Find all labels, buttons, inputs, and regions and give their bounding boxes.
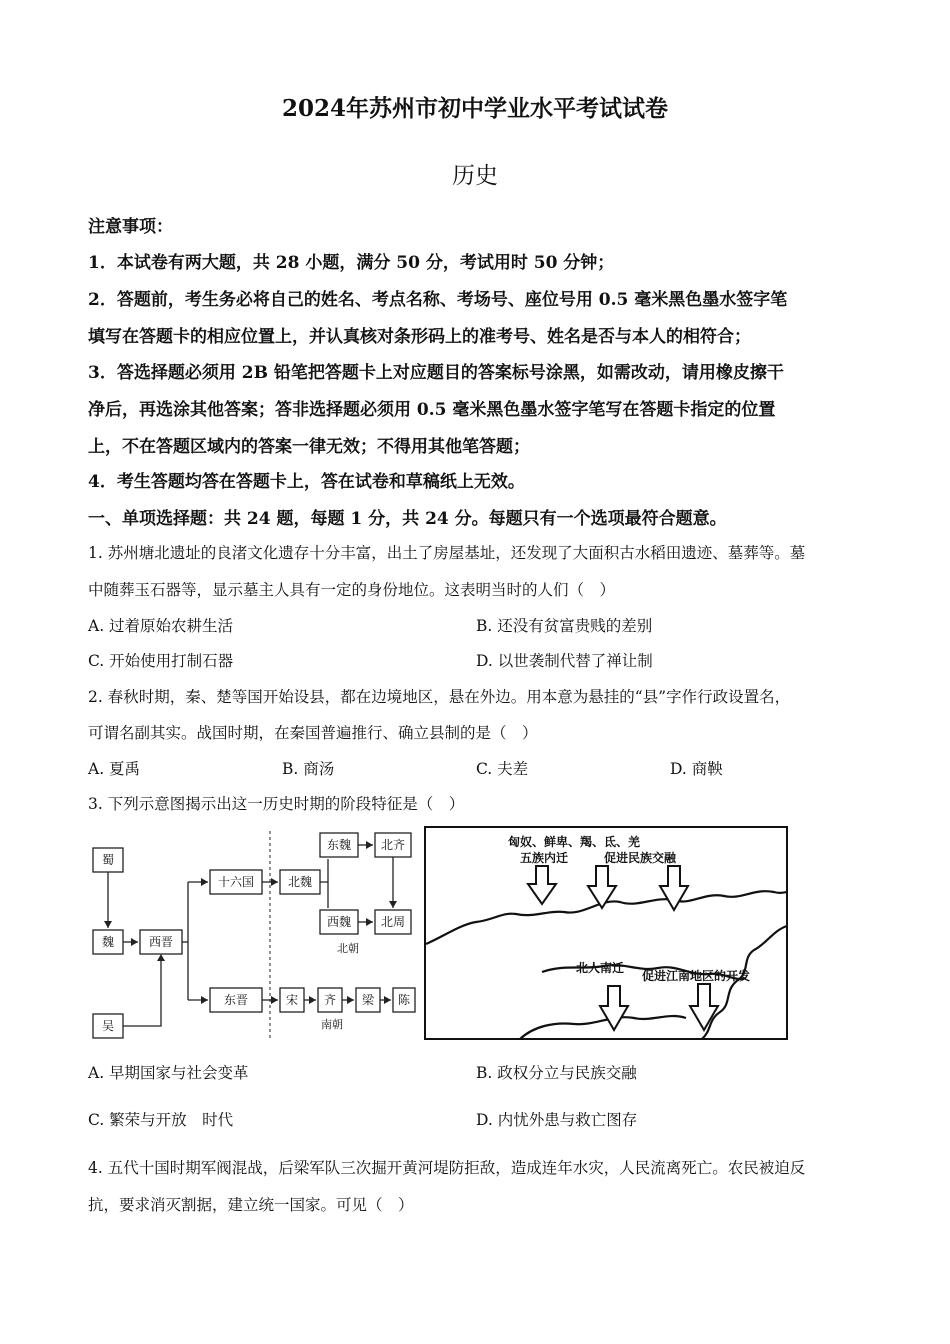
label-dongwei: 东魏 xyxy=(326,838,352,852)
q3-dynasty-flow-diagram xyxy=(88,826,418,1042)
notice-item-2b: 填写在答题卡的相应位置上，并认真核对条形码上的准考号、姓名是否与本人的相符合； xyxy=(88,327,751,347)
notice-item-3c: 上，不在答题区域内的答案一律无效；不得用其他笔答题； xyxy=(88,437,530,457)
label-wei: 魏 xyxy=(101,935,115,949)
q1-line-1: 1. 苏州塘北遗址的良渚文化遗存十分丰富，出土了房屋基址，还发现了大面积古水稻田遗迹、墓葬等。墓 xyxy=(88,544,806,562)
exam-title: 2024年苏州市初中学业水平考试试卷 xyxy=(281,95,668,122)
map-label-migration: 五族内迁 xyxy=(519,851,569,865)
q2-option-a: A. 夏禹 xyxy=(88,760,141,778)
q3-migration-map xyxy=(424,826,788,1040)
q2-line-2: 可谓名副其实。战国时期，在秦国普遍推行、确立县制的是（ ） xyxy=(88,724,538,742)
q3-line-1: 3. 下列示意图揭示出这一历史时期的阶段特征是（ ） xyxy=(88,795,465,813)
q1-option-a: A. 过着原始农耕生活 xyxy=(88,617,234,635)
label-shiliuguo: 十六国 xyxy=(217,875,255,889)
q2-line-1: 2. 春秋时期，秦、楚等国开始设县，都在边境地区，悬在外边。用本意为悬挂的“县”字作行政设置名， xyxy=(88,688,791,706)
notice-item-2a: 2．答题前，考生务必将自己的姓名、考点名称、考场号、座位号用 0.5 毫米黑色墨水签字笔 xyxy=(88,290,788,310)
q3-option-c: C. 繁荣与开放 时代 xyxy=(88,1111,234,1129)
map-label-tribes: 匈奴、鲜卑、羯、氐、羌 xyxy=(507,835,641,849)
label-song: 宋 xyxy=(285,993,299,1007)
notice-item-3b: 净后，再选涂其他答案；答非选择题必须用 0.5 毫米黑色墨水签字笔写在答题卡指定的位置 xyxy=(88,400,776,420)
label-liang: 梁 xyxy=(361,993,375,1007)
notice-item-1: 1．本试卷有两大题，共 28 小题，满分 50 分，考试用时 50 分钟； xyxy=(88,253,615,273)
label-chen: 陈 xyxy=(397,993,411,1007)
q3-option-d: D. 内忧外患与救亡图存 xyxy=(476,1111,638,1129)
exam-subject: 历史 xyxy=(452,163,498,189)
label-xiwei: 西魏 xyxy=(326,915,352,929)
q3-option-b: B. 政权分立与民族交融 xyxy=(476,1064,637,1082)
label-xijin: 西晋 xyxy=(148,935,174,949)
q1-option-b: B. 还没有贫富贵贱的差别 xyxy=(476,617,653,635)
label-dongjin: 东晋 xyxy=(223,993,249,1007)
label-nanchao: 南朝 xyxy=(321,1018,343,1031)
q2-option-c: C. 夫差 xyxy=(476,760,529,778)
label-beiwei: 北魏 xyxy=(287,875,313,889)
q3-option-a: A. 早期国家与社会变革 xyxy=(88,1064,249,1082)
label-beizhou: 北周 xyxy=(380,915,406,929)
section-heading: 一、单项选择题：共 24 题，每题 1 分，共 24 分。每题只有一个选项最符合题意。 xyxy=(88,509,727,529)
notice-item-4: 4．考生答题均答在答题卡上，答在试卷和草稿纸上无效。 xyxy=(88,472,525,492)
label-wu: 吴 xyxy=(101,1019,115,1033)
label-shu: 蜀 xyxy=(101,853,115,867)
q1-option-c: C. 开始使用打制石器 xyxy=(88,652,234,670)
label-beichao: 北朝 xyxy=(337,942,359,955)
label-qi: 齐 xyxy=(323,993,337,1007)
map-label-fusion: 促进民族交融 xyxy=(603,851,677,865)
q4-line-1: 4. 五代十国时期军阀混战，后梁军队三次掘开黄河堤防拒敌，造成连年水灾，人民流离死亡。农民被迫反 xyxy=(88,1159,806,1177)
map-label-jiangnan: 促进江南地区的开发 xyxy=(641,969,751,983)
q1-line-2: 中随葬玉石器等，显示墓主人具有一定的身份地位。这表明当时的人们（ ） xyxy=(88,581,616,599)
q2-option-d: D. 商鞅 xyxy=(670,760,723,778)
q4-line-2: 抗，要求消灭割据，建立统一国家。可见（ ） xyxy=(88,1196,414,1214)
notice-item-3a: 3．答选择题必须用 2B 铅笔把答题卡上对应题目的答案标号涂黑，如需改动，请用橡皮擦干 xyxy=(88,363,784,383)
label-beiqi: 北齐 xyxy=(380,838,406,852)
q2-option-b: B. 商汤 xyxy=(282,760,335,778)
map-label-north-south: 北人南迁 xyxy=(575,961,625,975)
notice-heading: 注意事项： xyxy=(88,217,173,237)
q1-option-d: D. 以世袭制代替了禅让制 xyxy=(476,652,653,670)
